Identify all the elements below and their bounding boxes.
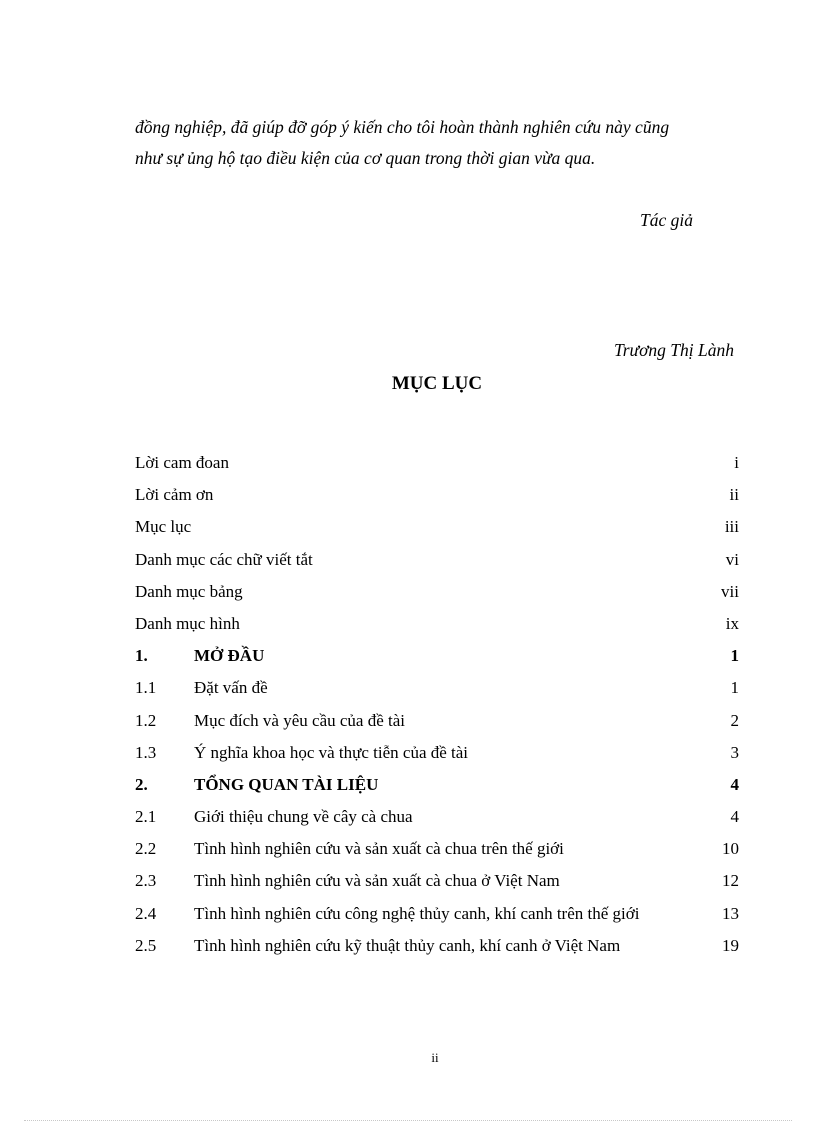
toc-entry-page: vii	[721, 581, 739, 601]
toc-entry-number: 2.1	[135, 807, 157, 827]
toc-entry-page: i	[734, 453, 739, 472]
toc-entry-number: 2.3	[135, 871, 157, 891]
toc-title: MỤC LỤC	[391, 373, 483, 394]
toc-entry	[135, 640, 739, 672]
author-name: Trương Thị Lành	[613, 340, 734, 360]
acknowledgement-text	[135, 112, 740, 174]
toc-entry-number: 2.	[135, 774, 148, 794]
table-of-contents	[135, 447, 739, 962]
toc-entry-label: Tình hình nghiên cứu và sản xuất cà chua ở Việt Nam	[194, 871, 560, 891]
toc-entry	[135, 801, 739, 833]
toc-entry-label: Tình hình nghiên cứu kỹ thuật thủy canh, khí canh ở Việt Nam	[194, 935, 621, 955]
toc-entry-label: Giới thiệu chung về cây cà chua	[194, 807, 413, 827]
acknowledgement-line: như sự ủng hộ tạo điều kiện của cơ quan trong thời gian vừa qua.	[135, 148, 596, 168]
toc-entry-label: Danh mục các chữ viết tắt	[135, 549, 313, 569]
page-number: ii	[431, 1050, 439, 1065]
toc-entry-label: Danh mục hình	[135, 613, 240, 633]
toc-entry	[135, 898, 739, 930]
toc-entry-number: 1.3	[135, 742, 157, 762]
toc-entry-label: Tình hình nghiên cứu công nghệ thủy canh, khí canh trên thế giới	[194, 903, 640, 923]
toc-entry-number: 1.	[135, 646, 148, 666]
toc-entry-page: 3	[730, 742, 739, 762]
toc-entry-page: 1	[730, 646, 739, 666]
toc-entry	[135, 544, 739, 576]
toc-entry-page: iii	[724, 517, 739, 537]
toc-entry-page: 2	[730, 710, 739, 730]
toc-entry	[135, 479, 739, 511]
toc-entry	[135, 672, 739, 704]
toc-entry-page: 13	[722, 903, 739, 923]
toc-entry-label: Lời cảm ơn	[135, 485, 214, 505]
toc-entry-page: 4	[730, 774, 739, 794]
toc-entry-page: 12	[722, 871, 739, 891]
toc-entry-label: Mục đích và yêu cầu của đề tài	[194, 710, 405, 730]
toc-entry-number: 2.5	[135, 935, 157, 955]
toc-entry-page: 19	[722, 935, 739, 955]
toc-entry-label: Tình hình nghiên cứu và sản xuất cà chua trên thế giới	[194, 839, 564, 859]
toc-entry-label: Ý nghĩa khoa học và thực tiễn của đề tài	[194, 742, 469, 762]
toc-entry-number: 1.2	[135, 710, 157, 730]
toc-entry	[135, 769, 739, 801]
toc-entry-page: 10	[722, 839, 739, 859]
toc-entry-label: Danh mục bảng	[135, 581, 243, 601]
toc-entry	[135, 737, 739, 769]
toc-entry	[135, 511, 739, 543]
signature-label: Tác giả	[640, 210, 693, 230]
toc-entry	[135, 930, 739, 962]
toc-entry-label: Mục lục	[135, 517, 192, 537]
toc-entry-label: TỔNG QUAN TÀI LIỆU	[194, 774, 379, 794]
toc-entry-page: ix	[725, 613, 739, 633]
toc-entry-number: 2.4	[135, 903, 157, 923]
page-bottom-divider	[24, 1120, 792, 1121]
toc-entry	[135, 608, 739, 640]
toc-entry-page: ii	[729, 485, 739, 505]
toc-entry	[135, 447, 739, 479]
toc-entry-label: MỞ ĐẦU	[194, 646, 265, 666]
toc-entry-page: 1	[730, 678, 739, 698]
toc-entry	[135, 833, 739, 865]
toc-entry-page: 4	[730, 807, 739, 827]
toc-entry	[135, 865, 739, 897]
toc-entry-page: vi	[725, 549, 739, 569]
toc-entry-label: Đặt vấn đề	[194, 678, 268, 698]
toc-entry	[135, 705, 739, 737]
toc-entry-label: Lời cam đoan	[135, 453, 229, 472]
toc-entry-number: 2.2	[135, 839, 157, 859]
toc-entry	[135, 576, 739, 608]
toc-entry-number: 1.1	[135, 678, 157, 698]
acknowledgement-line: đồng nghiệp, đã giúp đỡ góp ý kiến cho tôi hoàn thành nghiên cứu này cũng	[135, 117, 670, 137]
